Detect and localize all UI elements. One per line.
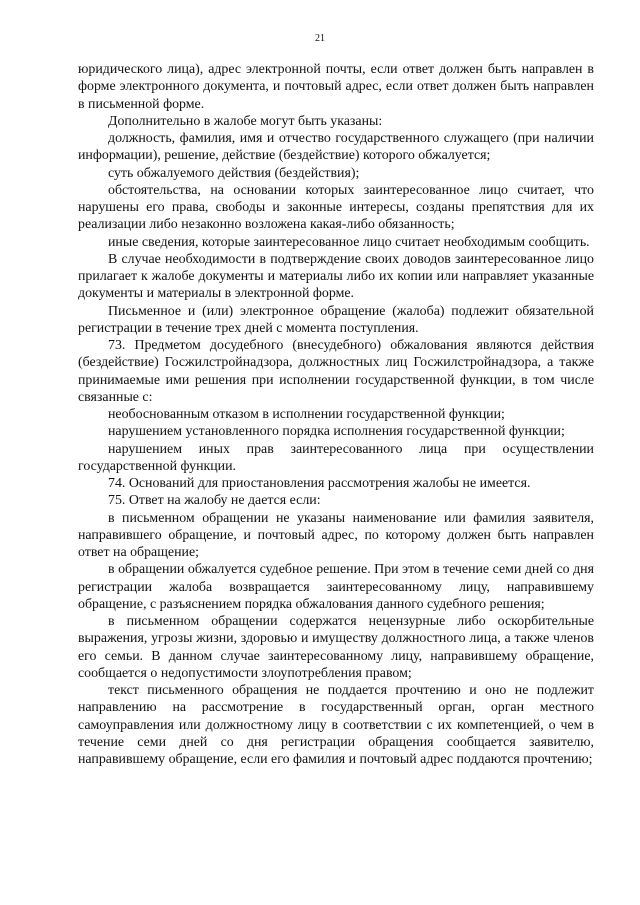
page-number: 21 bbox=[315, 33, 325, 44]
paragraph: нарушением установленного порядка исполнения государственной функции; bbox=[108, 424, 565, 440]
paragraph: 73. Предметом досудебного (внесудебного) обжалования являются действия (бездействие) Госжилстройнадзора, должностных лиц Госжилстройнадзора, а также принимаемые ими решения при исполнении государственной функции, в том числе связанные с: bbox=[78, 338, 594, 405]
paragraph: суть обжалуемого действия (бездействия); bbox=[108, 165, 360, 181]
paragraph: 75. Ответ на жалобу не дается если: bbox=[108, 493, 321, 509]
paragraph: обстоятельства, на основании которых заинтересованное лицо считает, что нарушены его права, свободы и законные интересы, созданы препятствия для их реализации либо незаконно возложена какая-либо обязанность; bbox=[78, 182, 594, 233]
paragraph: в письменном обращении содержатся нецензурные либо оскорбительные выражения, угрозы жизни, здоровью и имуществу должностного лица, а также членов его семьи. В данном случае заинтересованному лицу, направившему обращение, сообщается о недопустимости злоупотребления правом; bbox=[78, 614, 594, 681]
document-body bbox=[78, 61, 594, 768]
paragraph: юридического лица), адрес электронной почты, если ответ должен быть направлен в форме электронного документа, и почтовый адрес, если ответ должен быть направлен в письменной форме. bbox=[78, 62, 594, 112]
paragraph: должность, фамилия, имя и отчество государственного служащего (при наличии информации), решение, действие (бездействие) которого обжалуется; bbox=[78, 131, 594, 164]
paragraph: нарушением иных прав заинтересованного лица при осуществлении государственной функции. bbox=[78, 441, 594, 474]
paragraph: необоснованным отказом в исполнении государственной функции; bbox=[108, 407, 505, 422]
paragraph: в обращении обжалуется судебное решение. При этом в течение семи дней со дня регистрации жалоба возвращается заинтересованному лицу, направившему обращение, с разъяснением порядка обжалования данного судебного решения; bbox=[78, 562, 594, 612]
paragraph: В случае необходимости в подтверждение своих доводов заинтересованное лицо прилагает к жалобе документы и материалы либо их копии или направляет указанные документы и материалы в электронной форме. bbox=[78, 251, 594, 302]
paragraph: текст письменного обращения не поддается прочтению и оно не подлежит направлению на рассмотрение в государственный орган, орган местного самоуправления или должностному лицу в соответствии с их компетенцией, о чем в течение семи дней со дня регистрации обращения сообщается заявителю, направившему обращение, если его фамилия и почтовый адрес поддаются прочтению; bbox=[78, 683, 594, 767]
paragraph: Дополнительно в жалобе могут быть указаны: bbox=[108, 113, 383, 129]
paragraph: в письменном обращении не указаны наименование или фамилия заявителя, направившего обращение, и почтовый адрес, по которому должен быть направлен ответ на обращение; bbox=[78, 510, 594, 560]
paragraph: 74. Оснований для приостановления рассмотрения жалобы не имеется. bbox=[108, 476, 531, 491]
paragraph: иные сведения, которые заинтересованное лицо считает необходимым сообщить. bbox=[108, 234, 590, 250]
paragraph: Письменное и (или) электронное обращение (жалоба) подлежит обязательной регистрации в течение трех дней с момента поступления. bbox=[78, 303, 594, 336]
